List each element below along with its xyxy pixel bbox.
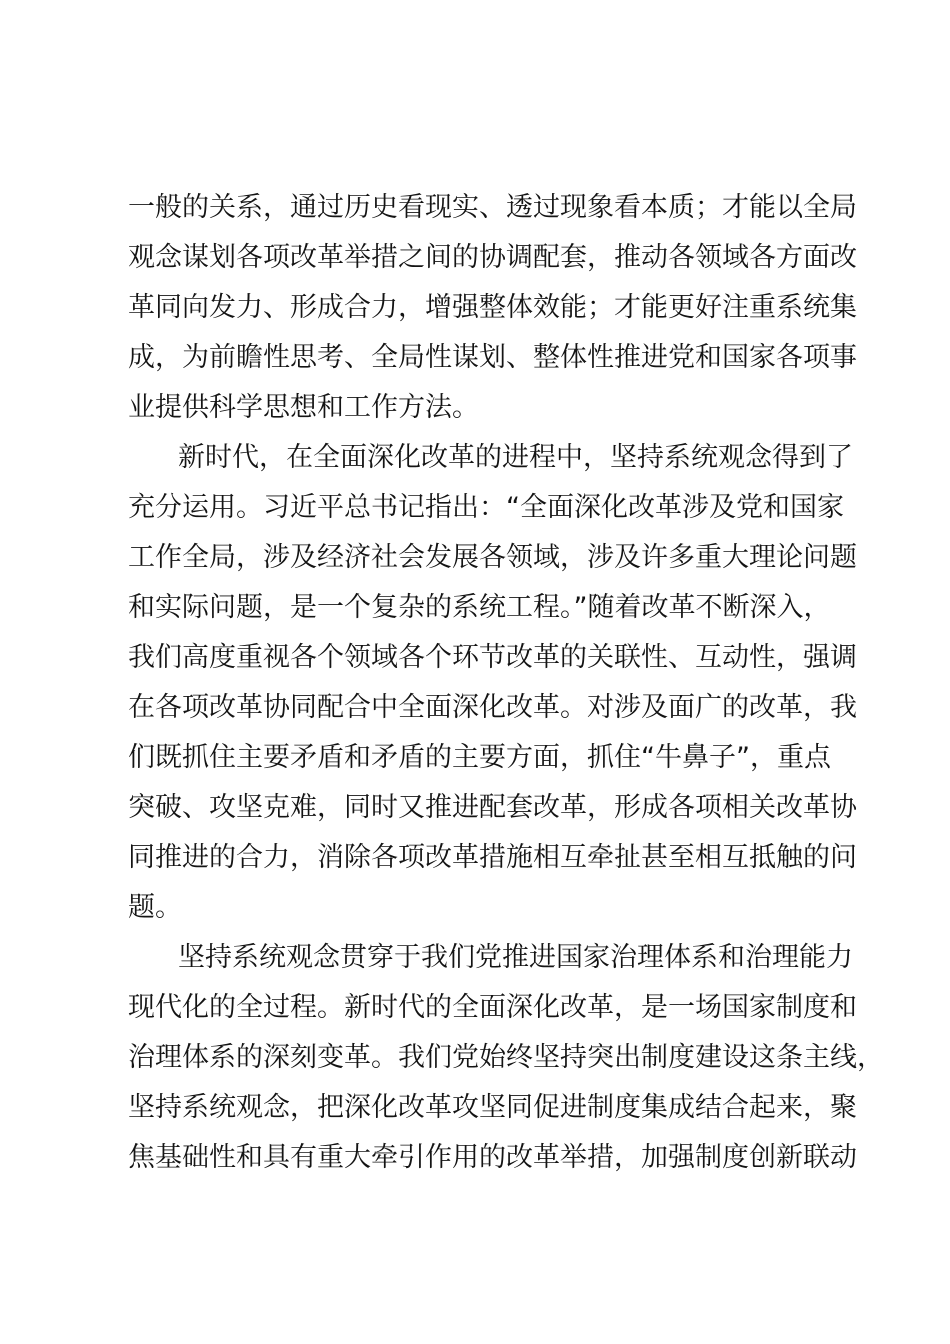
text-line: 新时代，在全面深化改革的进程中，坚持系统观念得到了 [178, 442, 853, 473]
body-text [128, 183, 884, 1183]
text-line: 坚持系统观念，把深化改革攻坚同促进制度集成结合起来，聚 [128, 1092, 857, 1123]
text-line: 焦基础性和具有重大牵引作用的改革举措，加强制度创新联动 [128, 1142, 857, 1173]
text-line: 和实际问题，是一个复杂的系统工程。”随着改革不断深入， [128, 592, 831, 623]
text-line: 突破、攻坚克难，同时又推进配套改革，形成各项相关改革协 [128, 792, 857, 823]
text-line: 同推进的合力，消除各项改革措施相互牵扯甚至相互抵触的问 [128, 842, 857, 873]
text-line: 我们高度重视各个领域各个环节改革的关联性、互动性，强调 [128, 642, 857, 673]
text-line: 观念谋划各项改革举措之间的协调配套，推动各领域各方面改 [128, 242, 857, 273]
text-line: 在各项改革协同配合中全面深化改革。对涉及面广的改革，我 [128, 692, 857, 723]
text-line: 题。 [128, 892, 182, 923]
paragraph-1 [128, 183, 857, 433]
text-line: 现代化的全过程。新时代的全面深化改革，是一场国家制度和 [128, 992, 857, 1023]
text-line: 坚持系统观念贯穿于我们党推进国家治理体系和治理能力 [178, 942, 853, 973]
paragraph-2 [128, 433, 857, 933]
text-line: 革同向发力、形成合力，增强整体效能；才能更好注重系统集 [128, 292, 857, 323]
text-line: 充分运用。习近平总书记指出：“全面深化改革涉及党和国家 [128, 492, 844, 523]
text-line: 们既抓住主要矛盾和矛盾的主要方面，抓住“牛鼻子”，重点 [128, 742, 831, 773]
paragraph-3 [128, 933, 884, 1183]
text-line: 工作全局，涉及经济社会发展各领域，涉及许多重大理论问题 [128, 542, 857, 573]
text-line: 成，为前瞻性思考、全局性谋划、整体性推进党和国家各项事 [128, 342, 857, 373]
text-line: 业提供科学思想和工作方法。 [128, 392, 479, 423]
text-line: 一般的关系，通过历史看现实、透过现象看本质；才能以全局 [128, 192, 857, 223]
text-line: 治理体系的深刻变革。我们党始终坚持突出制度建设这条主线， [128, 1042, 884, 1073]
